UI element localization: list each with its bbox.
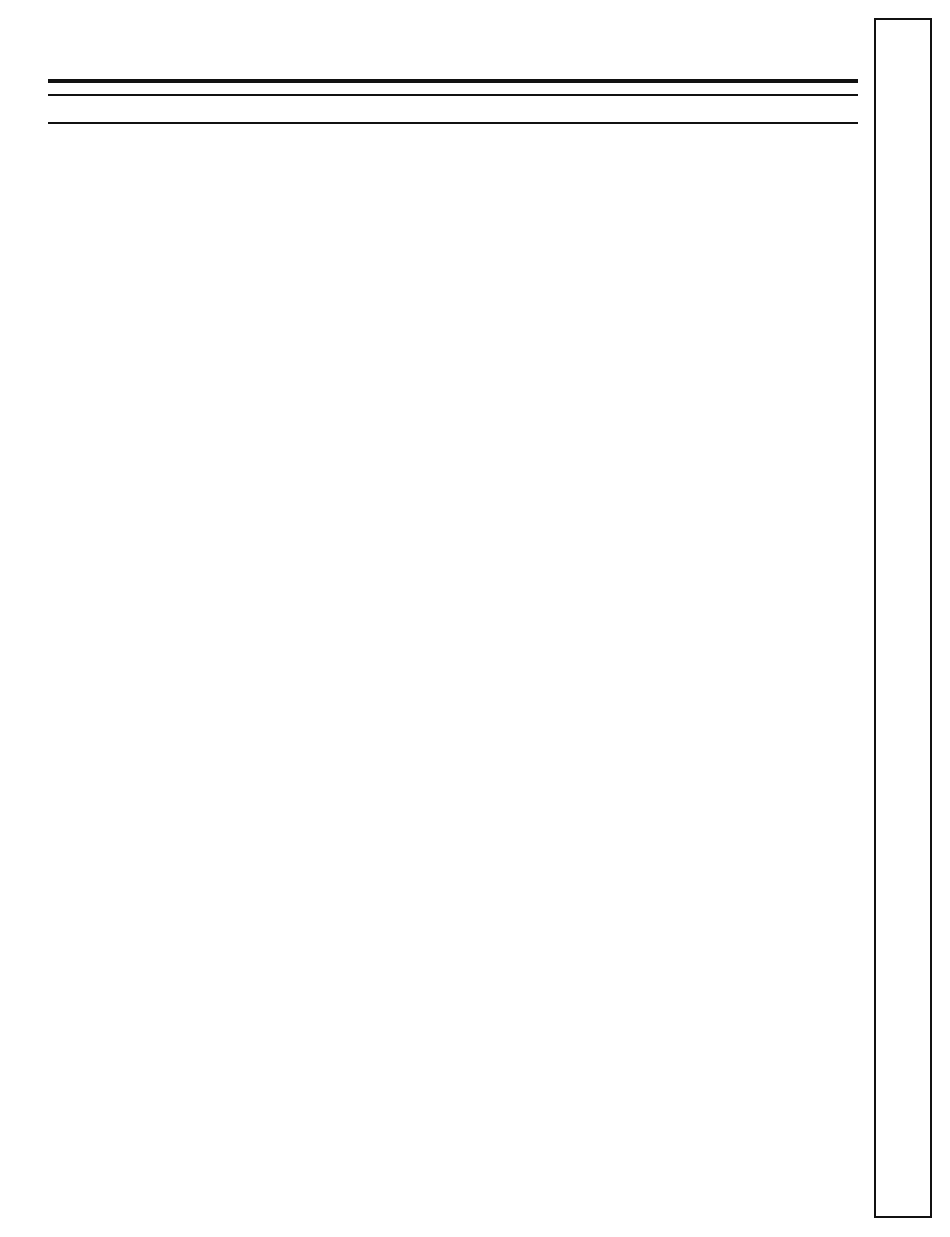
top-rule [48, 79, 858, 83]
table-header [48, 94, 858, 124]
section-sidebar [874, 18, 932, 1218]
